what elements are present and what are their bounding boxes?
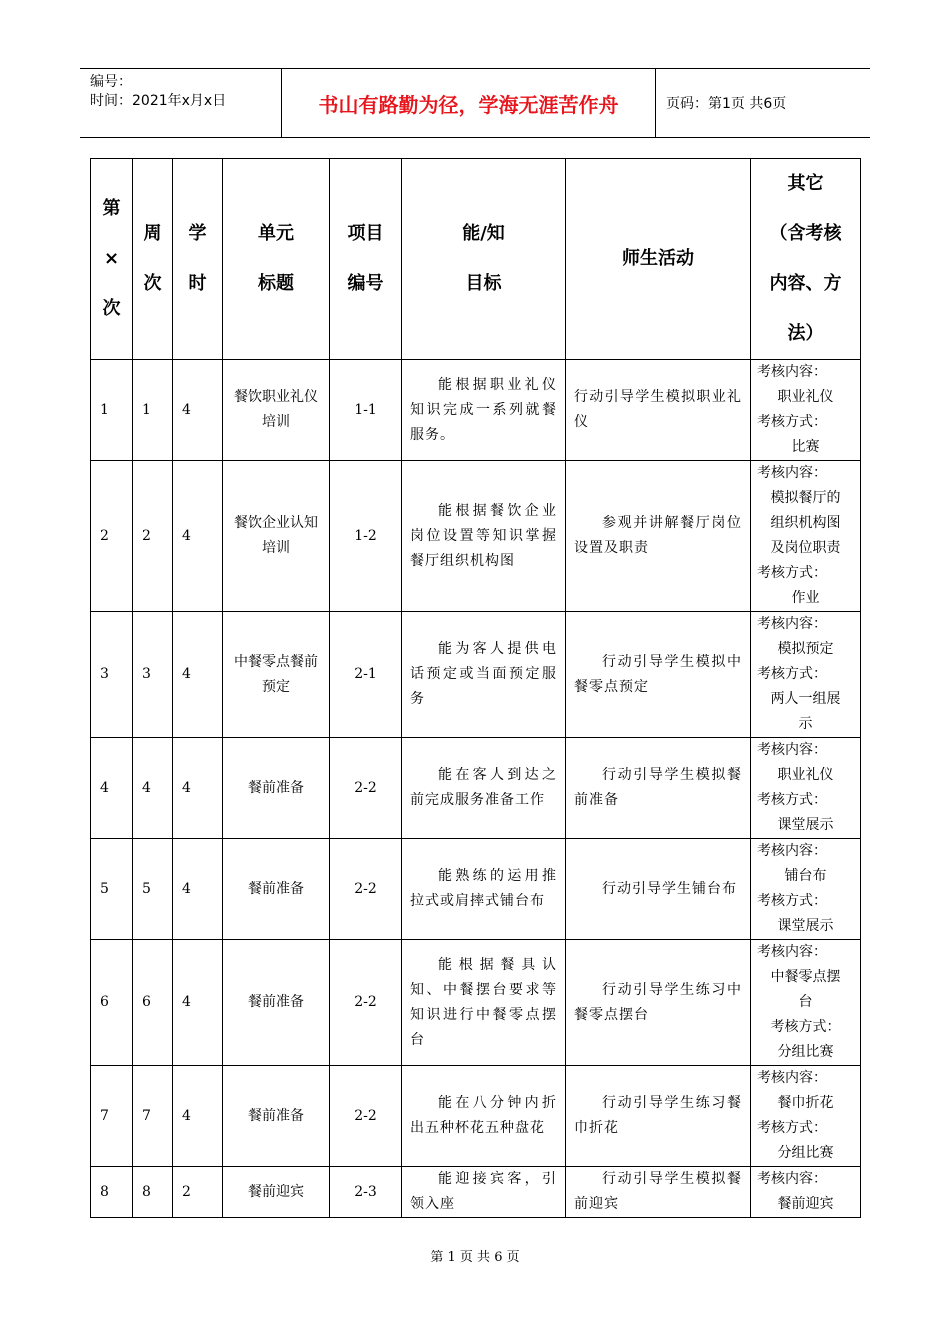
cell-other-line: 考核方式： [757, 1120, 827, 1136]
cell-activity: 行动引导学生模拟餐前迎宾 [566, 1167, 751, 1218]
cell-week: 2 [133, 461, 173, 612]
cell-session: 1 [91, 360, 133, 461]
table-row [91, 1167, 861, 1218]
cell-other-line: 两人一组展 [770, 691, 841, 707]
cell-other-line: 考核方式： [757, 893, 827, 909]
cell-other [751, 940, 861, 1066]
column-header [173, 159, 223, 360]
cell-goal: 能根据职业礼仪知识完成一系列就餐服务。 [402, 360, 566, 461]
table-row [91, 612, 861, 738]
column-header-line: 编号 [347, 273, 384, 294]
cell-goal: 能为客人提供电话预定或当面预定服务 [402, 612, 566, 738]
cell-activity: 行动引导学生练习餐巾折花 [566, 1066, 751, 1167]
cell-other-line: 模拟预定 [777, 641, 834, 657]
cell-hours: 4 [173, 1066, 223, 1167]
cell-other-line: 考核方式： [757, 666, 827, 682]
cell-week: 4 [133, 738, 173, 839]
cell-other-line: 铺台布 [784, 868, 827, 884]
column-header [566, 159, 751, 360]
cell-other [751, 1167, 861, 1218]
cell-other [751, 738, 861, 839]
column-header-line: 周 [143, 223, 162, 244]
cell-other [751, 1066, 861, 1167]
table-row [91, 738, 861, 839]
cell-other-line: 课堂展示 [777, 918, 834, 934]
column-header-line: 能/知 [462, 223, 505, 244]
cell-unit-title: 餐前准备 [223, 839, 330, 940]
cell-session: 6 [91, 940, 133, 1066]
number-label: 编号： [90, 74, 132, 90]
column-header [223, 159, 330, 360]
column-header-line: 师生活动 [622, 248, 694, 269]
column-header [91, 159, 133, 360]
cell-hours: 4 [173, 612, 223, 738]
cell-other-line: 课堂展示 [777, 817, 834, 833]
time-label: 时间：2021年x月x日 [90, 93, 227, 109]
cell-activity: 行动引导学生模拟职业礼仪 [566, 360, 751, 461]
column-header-line: 目标 [465, 273, 502, 294]
cell-hours: 4 [173, 940, 223, 1066]
cell-week: 8 [133, 1167, 173, 1218]
cell-session: 2 [91, 461, 133, 612]
cell-activity: 行动引导学生练习中餐零点摆台 [566, 940, 751, 1066]
cell-goal: 能根据餐饮企业岗位设置等知识掌握餐厅组织机构图 [402, 461, 566, 612]
cell-other-line: 考核内容： [757, 1171, 827, 1187]
cell-item-code: 2-3 [330, 1167, 402, 1218]
column-header-line: 次 [143, 273, 162, 294]
cell-unit-title: 餐前准备 [223, 738, 330, 839]
cell-other [751, 461, 861, 612]
cell-other-line: 示 [798, 716, 813, 732]
cell-unit-title: 餐饮职业礼仪培训 [223, 360, 330, 461]
cell-other-line: 考核方式： [757, 414, 827, 430]
table-row [91, 839, 861, 940]
column-header-line: 法） [787, 323, 824, 344]
cell-item-code: 2-2 [330, 738, 402, 839]
column-header [402, 159, 566, 360]
cell-session: 8 [91, 1167, 133, 1218]
cell-other-line: 考核内容： [757, 843, 827, 859]
column-header-line: （含考核 [769, 223, 842, 244]
cell-hours: 4 [173, 360, 223, 461]
cell-unit-title: 餐前准备 [223, 940, 330, 1066]
table-row [91, 461, 861, 612]
cell-other-line: 考核内容： [757, 364, 827, 380]
cell-session: 5 [91, 839, 133, 940]
cell-other-line: 中餐零点摆 [770, 969, 841, 985]
cell-week: 3 [133, 612, 173, 738]
cell-other [751, 360, 861, 461]
cell-other [751, 612, 861, 738]
cell-hours: 4 [173, 461, 223, 612]
cell-activity: 参观并讲解餐厅岗位设置及职责 [566, 461, 751, 612]
cell-other-line: 考核内容： [757, 944, 827, 960]
cell-week: 5 [133, 839, 173, 940]
table-row [91, 940, 861, 1066]
cell-other-line: 考核内容： [757, 465, 827, 481]
table-body [91, 360, 861, 1218]
cell-other-line: 及岗位职责 [770, 540, 841, 556]
cell-other-line: 考核内容： [757, 616, 827, 632]
cell-activity: 行动引导学生模拟餐前准备 [566, 738, 751, 839]
cell-other-line: 考核方式： [770, 1019, 841, 1035]
column-header [133, 159, 173, 360]
schedule-table [90, 158, 861, 1218]
cell-item-code: 2-2 [330, 1066, 402, 1167]
cell-week: 1 [133, 360, 173, 461]
cell-activity: 行动引导学生铺台布 [566, 839, 751, 940]
cell-item-code: 1-1 [330, 360, 402, 461]
header-page-info: 页码：第1页 共6页 [666, 96, 787, 112]
cell-session: 3 [91, 612, 133, 738]
column-header-line: 标题 [258, 273, 294, 294]
cell-other-line: 台 [798, 994, 813, 1010]
cell-goal: 能根据餐具认知、中餐摆台要求等知识进行中餐零点摆台 [402, 940, 566, 1066]
table-row [91, 1066, 861, 1167]
cell-unit-title: 餐饮企业认知培训 [223, 461, 330, 612]
cell-other-line: 作业 [791, 590, 820, 606]
cell-other-line: 考核方式： [757, 792, 827, 808]
cell-other-line: 比赛 [791, 439, 820, 455]
cell-other-line: 餐巾折花 [777, 1095, 834, 1111]
column-header-line: 次 [102, 298, 121, 319]
header-meta [80, 69, 282, 137]
cell-other-line: 模拟餐厅的 [770, 490, 841, 506]
cell-goal: 能在客人到达之前完成服务准备工作 [402, 738, 566, 839]
cell-goal: 能在八分钟内折出五种杯花五种盘花 [402, 1066, 566, 1167]
column-header-line: 第 [102, 198, 121, 219]
cell-other [751, 839, 861, 940]
cell-item-code: 2-2 [330, 839, 402, 940]
cell-other-line: 组织机构图 [770, 515, 841, 531]
table-row [91, 360, 861, 461]
table-header-row [91, 159, 861, 360]
cell-activity: 行动引导学生模拟中餐零点预定 [566, 612, 751, 738]
column-header [751, 159, 861, 360]
cell-hours: 4 [173, 738, 223, 839]
cell-other-line: 考核内容： [757, 742, 827, 758]
column-header-line: 其它 [787, 173, 824, 194]
cell-item-code: 1-2 [330, 461, 402, 612]
cell-other-line: 考核方式： [757, 565, 827, 581]
column-header-line: 时 [188, 273, 207, 294]
cell-unit-title: 餐前准备 [223, 1066, 330, 1167]
column-header-line: 学 [188, 223, 207, 244]
page-footer: 第 1 页 共 6 页 [430, 1250, 520, 1265]
cell-other-line: 分组比赛 [777, 1145, 834, 1161]
cell-session: 7 [91, 1066, 133, 1167]
column-header-line: 单元 [258, 223, 294, 244]
column-header [330, 159, 402, 360]
cell-other-line: 职业礼仪 [777, 389, 834, 405]
cell-hours: 4 [173, 839, 223, 940]
cell-goal: 能熟练的运用推拉式或肩摔式铺台布 [402, 839, 566, 940]
cell-other-line: 餐前迎宾 [777, 1196, 834, 1212]
cell-other-line: 分组比赛 [777, 1044, 834, 1060]
cell-unit-title: 餐前迎宾 [223, 1167, 330, 1218]
header-motto: 书山有路勤为径，学海无涯苦作舟 [282, 69, 656, 137]
cell-goal: 能迎接宾客，引领入座 [402, 1167, 566, 1218]
cell-other-line: 职业礼仪 [777, 767, 834, 783]
cell-other-line: 考核内容： [757, 1070, 827, 1086]
column-header-line: 内容、方 [769, 273, 842, 294]
column-header-line: × [103, 248, 120, 269]
cell-item-code: 2-1 [330, 612, 402, 738]
page-header [80, 68, 870, 138]
cell-week: 6 [133, 940, 173, 1066]
cell-unit-title: 中餐零点餐前预定 [223, 612, 330, 738]
cell-item-code: 2-2 [330, 940, 402, 1066]
column-header-line: 项目 [347, 223, 384, 244]
cell-session: 4 [91, 738, 133, 839]
cell-week: 7 [133, 1066, 173, 1167]
cell-hours: 2 [173, 1167, 223, 1218]
